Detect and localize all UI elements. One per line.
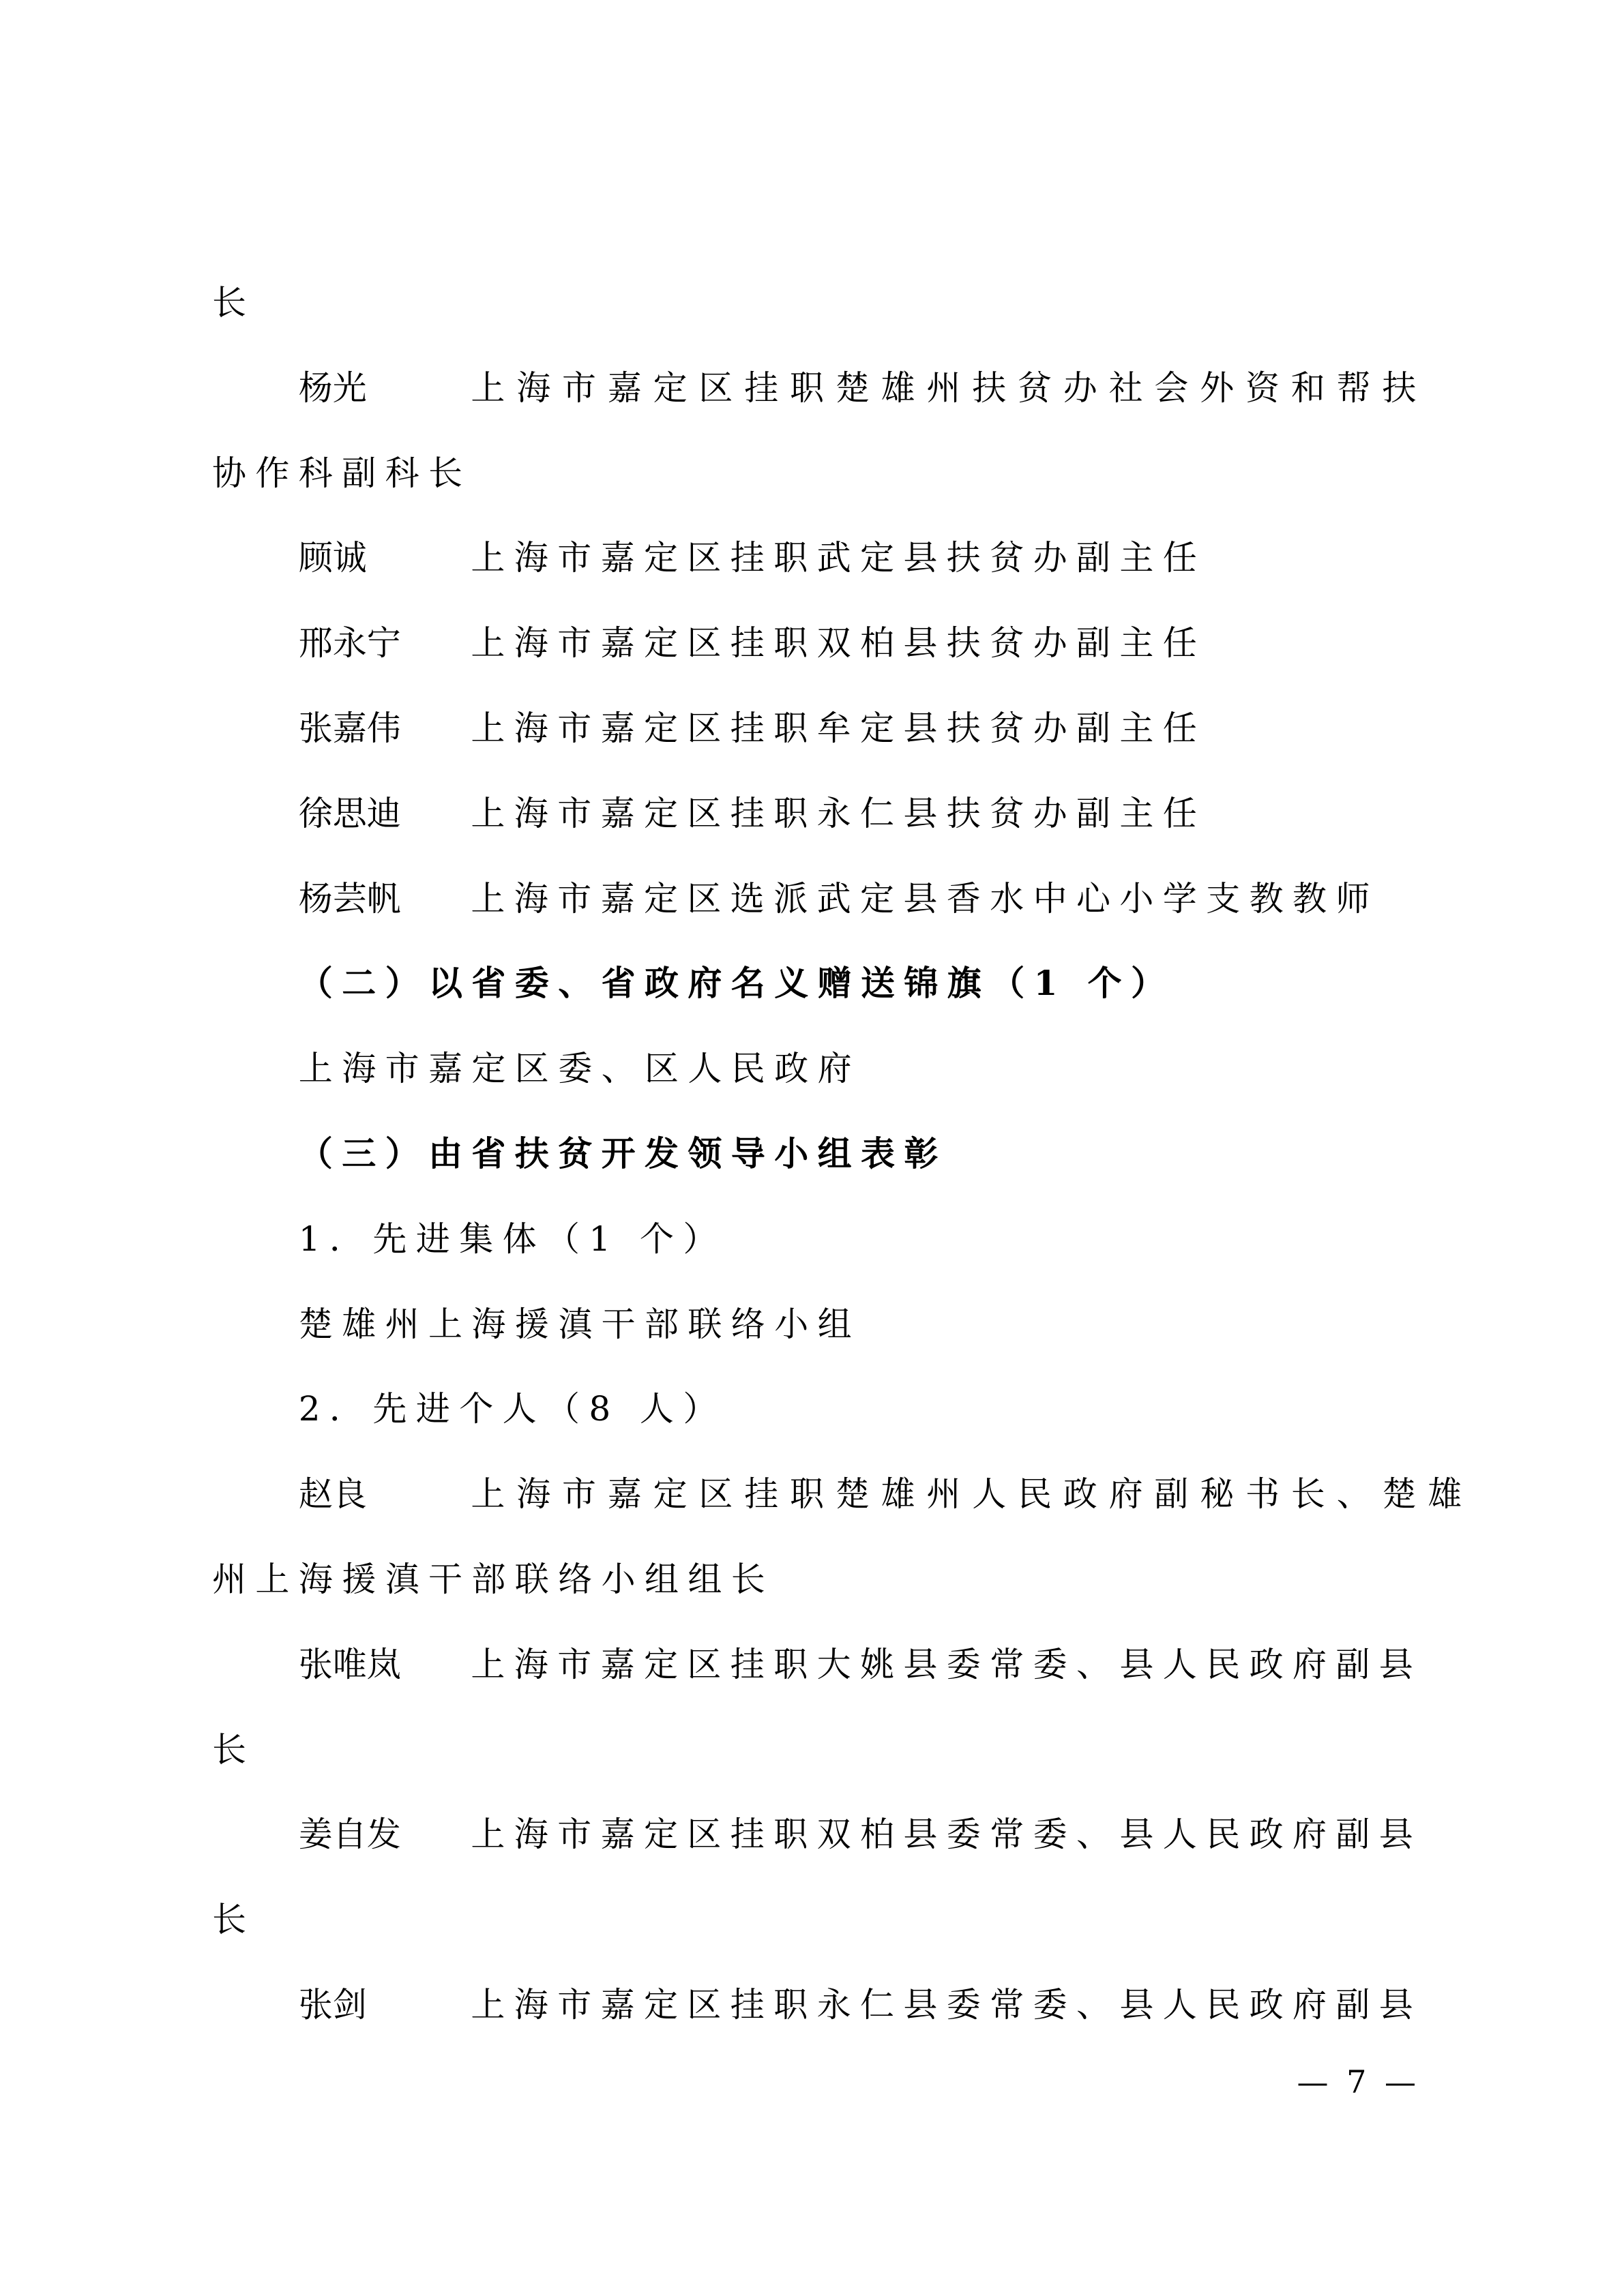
person-name: 姜自发: [298, 1815, 401, 1855]
document-line-continuation: 长: [212, 1729, 256, 1770]
person-name: 顾诚: [298, 538, 367, 578]
document-line-entry: [212, 1452, 1473, 1537]
document-line-entry: [212, 686, 1433, 771]
person-name: 邢永宁: [298, 623, 401, 664]
document-line-entry: [212, 1792, 1433, 1877]
document-line-paragraph: 楚雄州上海援滇干部联络小组: [298, 1304, 861, 1344]
person-name: 徐思迪: [298, 793, 401, 833]
person-name: 杨芸帆: [298, 878, 401, 919]
person-title: 上海市嘉定区挂职双柏县扶贫办副主任: [471, 623, 1207, 664]
person-name: 张唯岚: [298, 1644, 401, 1684]
document-line-continuation: 长: [212, 1900, 256, 1940]
person-title: 上海市嘉定区挂职永仁县委常委、县人民政府副县: [471, 1984, 1423, 2025]
document-line-paragraph: 2．先进个人（8 人）: [298, 1389, 726, 1429]
person-title: 上海市嘉定区挂职楚雄州扶贫办社会外资和帮扶: [471, 368, 1428, 408]
person-name: 杨光: [298, 368, 367, 408]
document-line-entry: [212, 601, 1433, 686]
document-body: [212, 260, 1473, 2048]
section-heading: （三）由省扶贫开发领导小组表彰: [298, 1133, 947, 1174]
person-title: 上海市嘉定区挂职楚雄州人民政府副秘书长、楚雄: [471, 1474, 1473, 1515]
document-line-paragraph: 上海市嘉定区委、区人民政府: [298, 1049, 861, 1089]
document-line-continuation: 长: [212, 283, 256, 323]
document-line-entry: [212, 1622, 1433, 1708]
section-heading: （二）以省委、省政府名义赠送锦旗（1 个）: [298, 963, 1175, 1004]
document-line-entry: [212, 516, 1433, 601]
document-line-entry: [212, 771, 1433, 856]
page-number: — 7 —: [1297, 2063, 1420, 2100]
person-title: 上海市嘉定区挂职大姚县委常委、县人民政府副县: [471, 1644, 1423, 1684]
document-line-paragraph: 1．先进集体（1 个）: [298, 1219, 726, 1259]
person-name: 张嘉伟: [298, 708, 401, 748]
person-title: 上海市嘉定区选派武定县香水中心小学支教教师: [471, 878, 1379, 919]
person-title: 上海市嘉定区挂职牟定县扶贫办副主任: [471, 708, 1207, 748]
document-line-entry: [212, 346, 1433, 431]
document-line-continuation: 州上海援滇干部联络小组组长: [212, 1559, 775, 1599]
document-line-entry: [212, 1963, 1433, 2048]
person-title: 上海市嘉定区挂职永仁县扶贫办副主任: [471, 793, 1207, 833]
document-line-entry: [212, 856, 1433, 942]
person-title: 上海市嘉定区挂职武定县扶贫办副主任: [471, 538, 1207, 578]
person-name: 赵良: [298, 1474, 367, 1515]
person-title: 上海市嘉定区挂职双柏县委常委、县人民政府副县: [471, 1815, 1423, 1855]
document-line-continuation: 协作科副科长: [212, 453, 472, 493]
person-name: 张剑: [298, 1984, 367, 2025]
